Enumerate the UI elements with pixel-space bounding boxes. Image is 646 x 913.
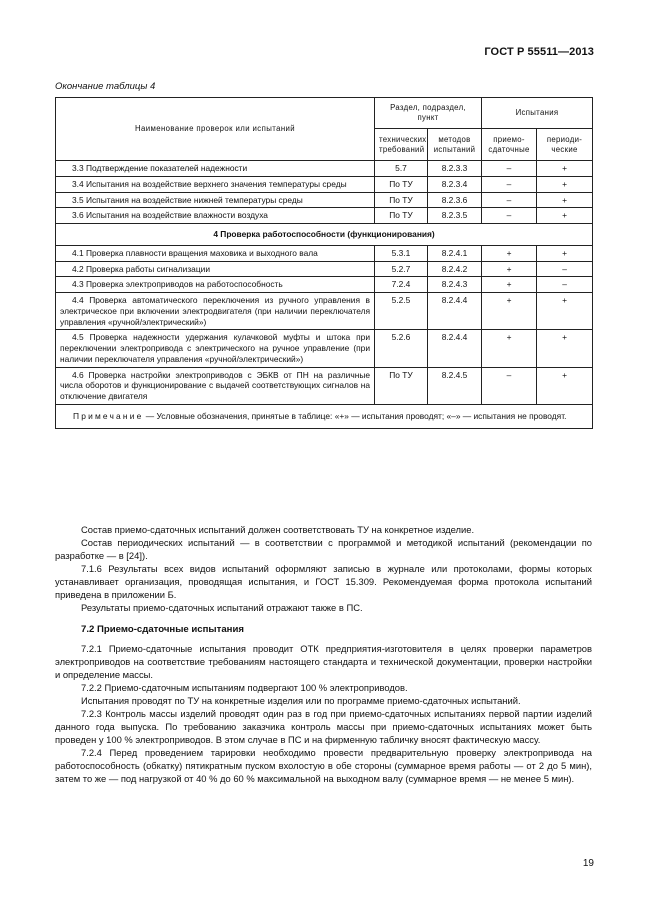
paragraph: Испытания проводят по ТУ на конкретные изделия или по программе приемо-сдаточных испытаний.: [81, 694, 521, 706]
row-method: 8.2.3.3: [428, 161, 482, 177]
table-row: [56, 277, 593, 293]
row-method: 8.2.4.2: [428, 261, 482, 277]
table-caption: Окончание таблицы 4: [55, 81, 156, 92]
note-row: [56, 404, 593, 428]
row-acceptance: –: [482, 161, 537, 177]
row-acceptance: –: [482, 367, 537, 404]
row-req: 5.7: [375, 161, 428, 177]
col-name-header: Наименование проверок или испытаний: [56, 98, 375, 161]
row-method: 8.2.4.4: [428, 293, 482, 330]
col-acceptance-header: приемо-сдаточные: [482, 129, 537, 161]
row-method: 8.2.3.5: [428, 208, 482, 224]
table-row: [56, 261, 593, 277]
row-periodic: –: [537, 277, 593, 293]
row-name: 4.1 Проверка плавности вращения маховика и выходного вала: [56, 245, 375, 261]
row-periodic: +: [537, 192, 593, 208]
table-note: [56, 404, 593, 428]
row-req: 7.2.4: [375, 277, 428, 293]
row-acceptance: +: [482, 245, 537, 261]
col-periodic-header: периоди-ческие: [537, 129, 593, 161]
note-label: Примечание: [73, 410, 144, 421]
col-group-section-header: Раздел, подраздел, пункт: [375, 98, 482, 129]
row-method: 8.2.3.6: [428, 192, 482, 208]
row-name: 4.5 Проверка надежности удержания кулачковой муфты и штока при переключении электропривода с электрического на ручное управление (при наличии переключателя управления «ручной/электрический»): [56, 330, 375, 367]
row-acceptance: –: [482, 192, 537, 208]
row-req: 5.2.7: [375, 261, 428, 277]
row-name: 4.6 Проверка настройки электроприводов с ЭБКВ от ПН на различные числа оборотов и функционирование с выдачей соответствующих сигналов на отключение двигателя: [56, 367, 375, 404]
row-periodic: +: [537, 367, 593, 404]
row-acceptance: +: [482, 261, 537, 277]
row-periodic: +: [537, 245, 593, 261]
col-group-tests-header: Испытания: [482, 98, 593, 129]
row-name: 4.4 Проверка автоматического переключения из ручного управления в электрическое при включении электродвигателя (при наличии переключателя управления «ручной/электрический»): [56, 293, 375, 330]
row-acceptance: –: [482, 176, 537, 192]
row-name: 4.2 Проверка работы сигнализации: [56, 261, 375, 277]
paragraph: Состав приемо-сдаточных испытаний должен соответствовать ТУ на конкретное изделие.: [81, 524, 475, 535]
row-name: 3.3 Подтверждение показателей надежности: [56, 161, 375, 177]
paragraph: 7.2.2 Приемо-сдаточным испытаниям подвергают 100 % электроприводов.: [81, 681, 408, 693]
note-text: — Условные обозначения, принятые в таблице: «+» — испытания проводят; «–» — испытания не проводят.: [143, 410, 567, 421]
body-text: [55, 524, 592, 786]
section-row: [56, 224, 593, 246]
row-acceptance: +: [482, 330, 537, 367]
table-row: [56, 161, 593, 177]
section-heading: 7.2 Приемо-сдаточные испытания: [81, 623, 244, 635]
page-number: 19: [582, 858, 594, 869]
row-acceptance: –: [482, 208, 537, 224]
paragraph: 7.1.6 Результаты всех видов испытаний оформляют записью в журнале или протоколами, формы которых устанавливает организация, проводящая испытания, и ГОСТ 15.309. Рекомендуемая форма протокола испытаний приведена в приложении Б.: [55, 562, 592, 600]
paragraph: 7.2.3 Контроль массы изделий проводят один раз в год при приемо-сдаточных испытаниях первой партии изделий данного года выпуска. По требованию заказчика контроль массы при приемо-сдаточных испытаниях может быть проведен у 100 % электроприводов. В этом случае в ПС и на фирменную табличку вносят фактическую массу.: [55, 707, 592, 745]
table-row: [56, 192, 593, 208]
row-periodic: +: [537, 161, 593, 177]
table-row: [56, 367, 593, 404]
table-row: [56, 293, 593, 330]
row-method: 8.2.4.4: [428, 330, 482, 367]
row-periodic: +: [537, 208, 593, 224]
row-method: 8.2.4.5: [428, 367, 482, 404]
row-req: По ТУ: [375, 367, 428, 404]
table-header-row: [56, 98, 593, 129]
row-req: По ТУ: [375, 192, 428, 208]
row-req: 5.2.5: [375, 293, 428, 330]
row-acceptance: +: [482, 277, 537, 293]
table-row: [56, 176, 593, 192]
row-name: 3.5 Испытания на воздействие нижней температуры среды: [56, 192, 375, 208]
standard-header: ГОСТ Р 55511—2013: [484, 46, 594, 58]
row-name: 3.4 Испытания на воздействие верхнего значения температуры среды: [56, 176, 375, 192]
row-method: 8.2.3.4: [428, 176, 482, 192]
table-row: [56, 245, 593, 261]
row-name: 4.3 Проверка электроприводов на работоспособность: [56, 277, 375, 293]
paragraph: 7.2.4 Перед проведением тарировки необходимо провести предварительную проверку электропривода на работоспособность (обкатку) пятикратным пуском вхолостую в обе стороны (суммарное время работы — от 2 до 5 мин), затем то же — под нагрузкой от 40 % до 60 % максимальной на выходном валу (суммарное время — не менее 5 мин).: [55, 746, 592, 784]
col-methods-header: методов испытаний: [428, 129, 482, 161]
tests-table: [55, 97, 593, 429]
row-periodic: +: [537, 176, 593, 192]
table-row: [56, 208, 593, 224]
row-periodic: –: [537, 261, 593, 277]
row-acceptance: +: [482, 293, 537, 330]
section-title: 4 Проверка работоспособности (функционирования): [56, 224, 593, 246]
row-name: 3.6 Испытания на воздействие влажности воздуха: [56, 208, 375, 224]
row-req: 5.3.1: [375, 245, 428, 261]
row-periodic: +: [537, 293, 593, 330]
row-req: По ТУ: [375, 176, 428, 192]
row-req: 5.2.6: [375, 330, 428, 367]
paragraph: Состав периодических испытаний — в соответствии с программой и методикой испытаний (рекомендации по разработке — в [24]).: [55, 536, 592, 561]
row-method: 8.2.4.1: [428, 245, 482, 261]
table-row: [56, 330, 593, 367]
row-req: По ТУ: [375, 208, 428, 224]
paragraph: Результаты приемо-сдаточных испытаний отражают также в ПС.: [81, 601, 363, 613]
col-tech-req-header: технических требований: [375, 129, 428, 161]
row-periodic: +: [537, 330, 593, 367]
row-method: 8.2.4.3: [428, 277, 482, 293]
paragraph: 7.2.1 Приемо-сдаточные испытания проводит ОТК предприятия-изготовителя в целях проверки параметров электроприводов на соответствие требованиям настоящего стандарта и технической документации, проверки настройки и определение массы.: [55, 643, 592, 680]
